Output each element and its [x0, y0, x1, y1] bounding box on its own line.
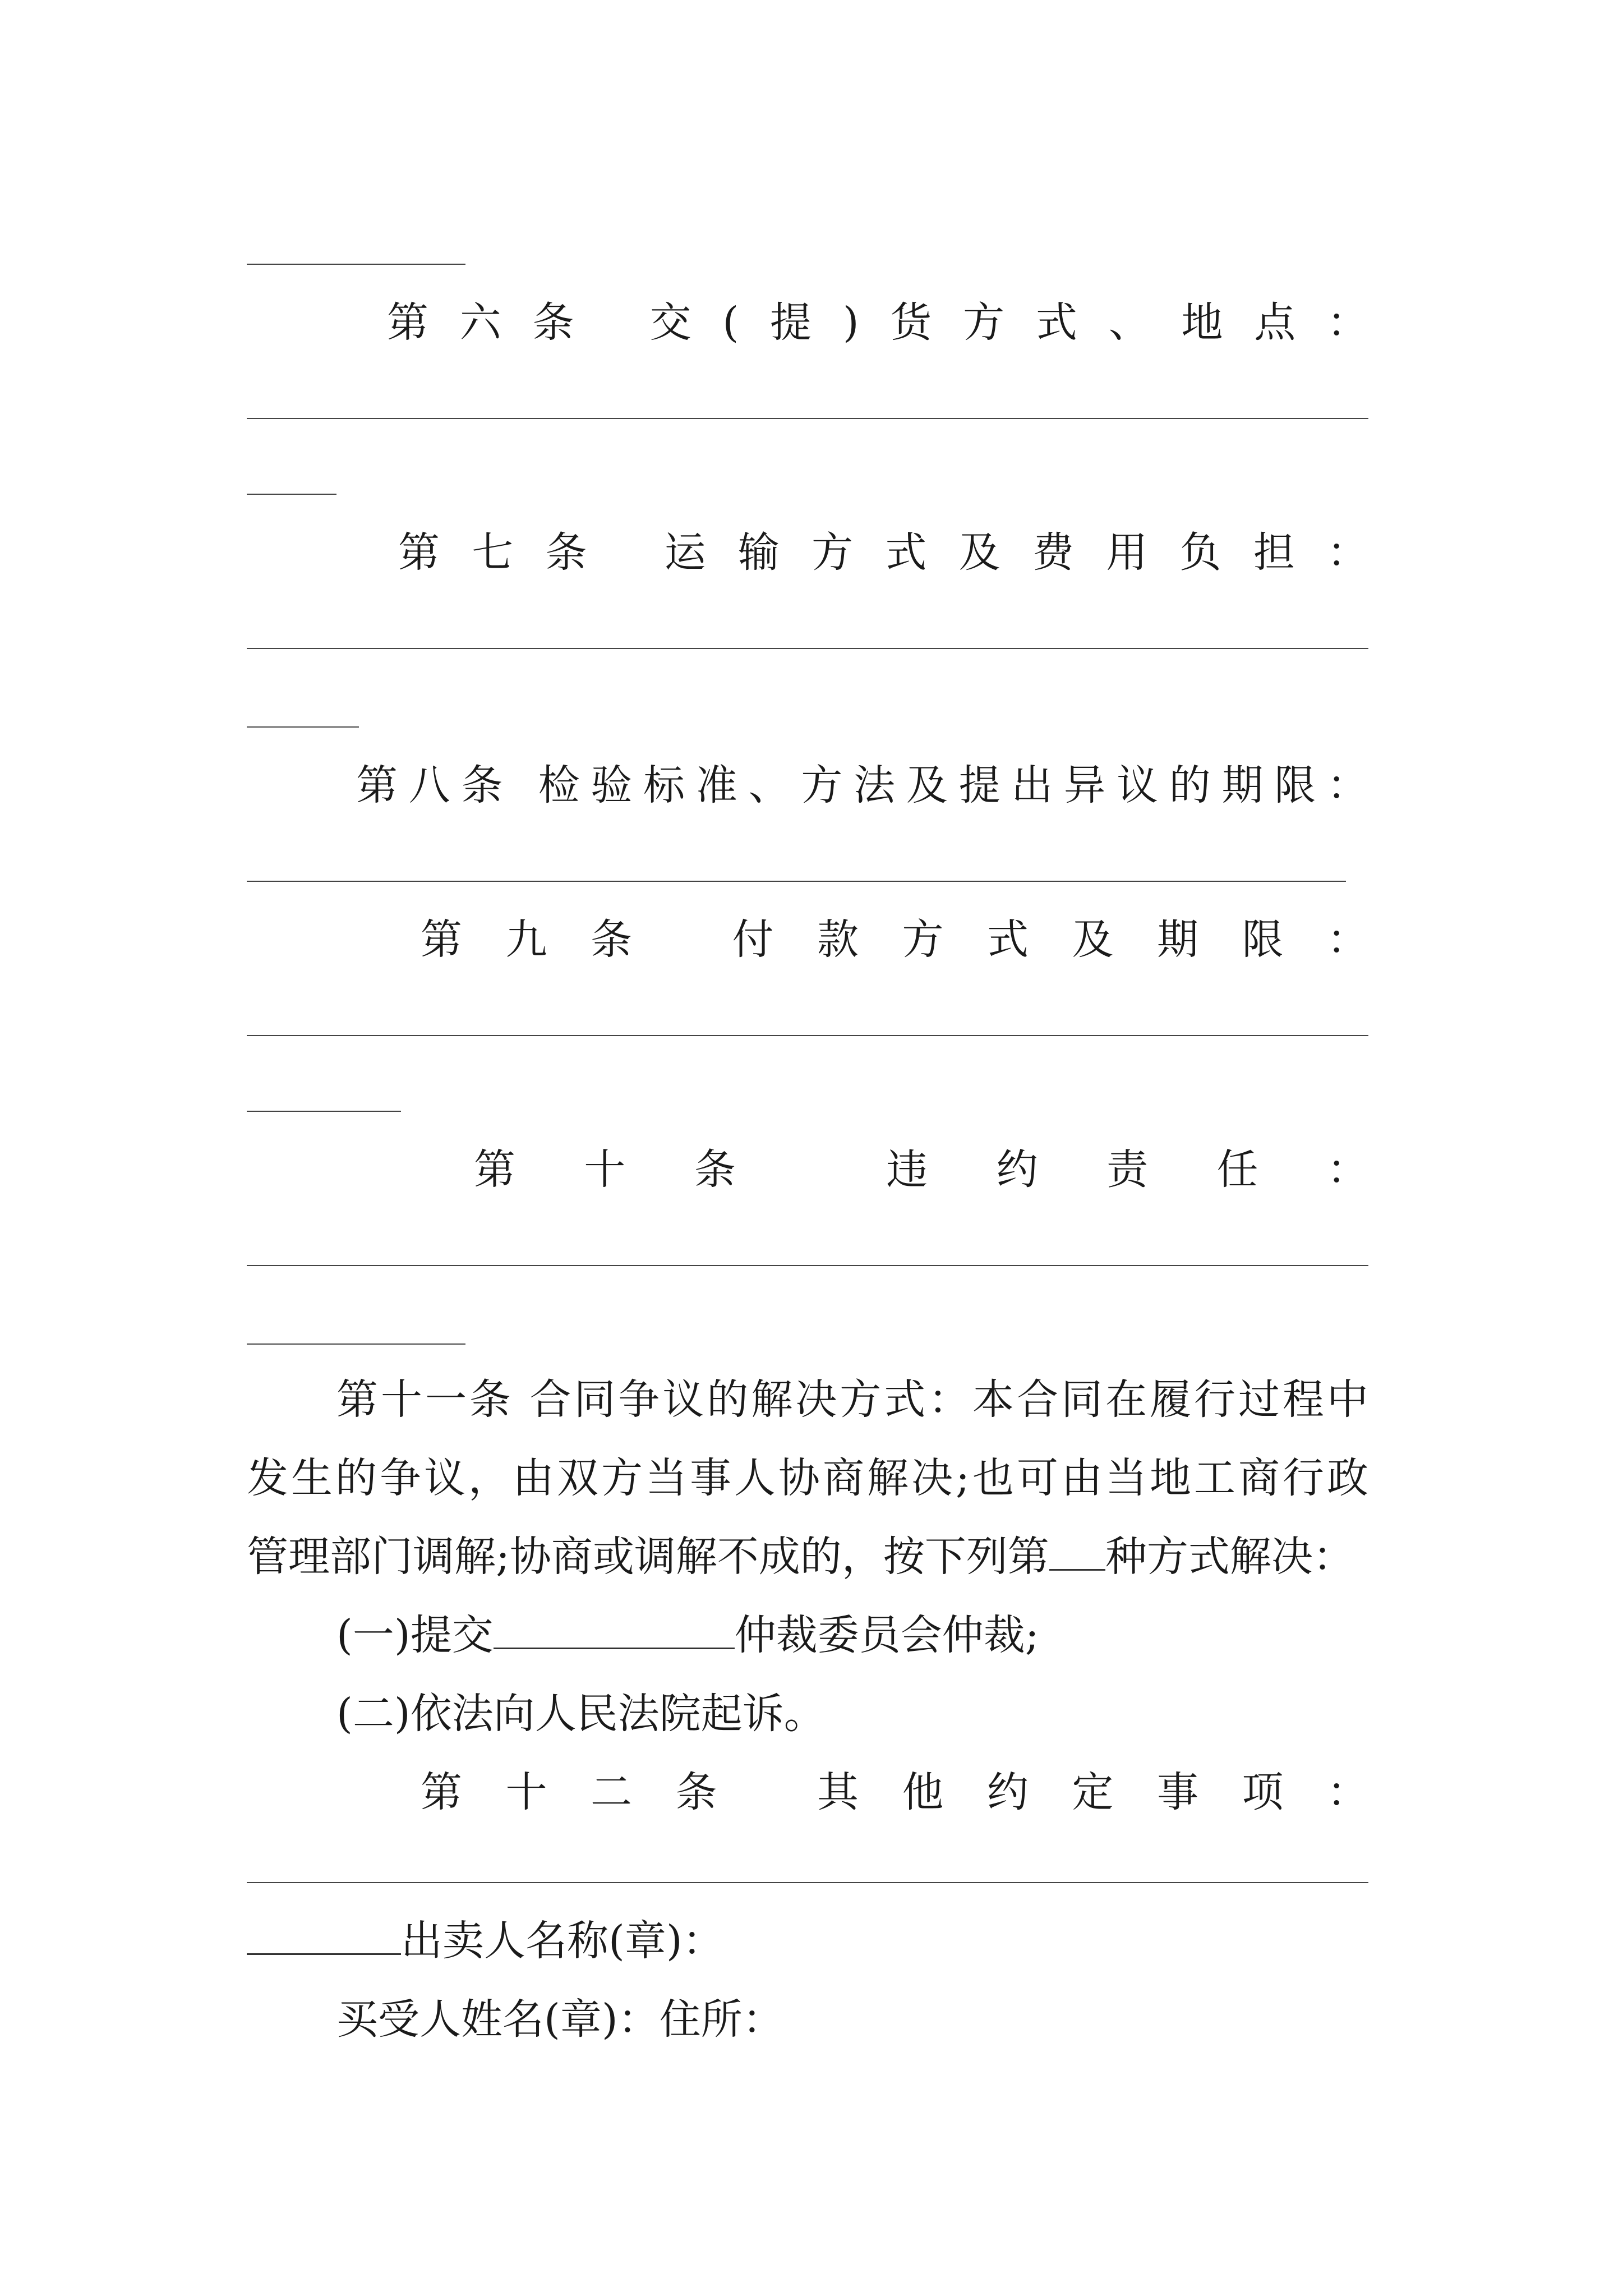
signature-blank[interactable]: [247, 1914, 401, 1955]
blank-line: [247, 1882, 1368, 1883]
blank-line: [247, 726, 359, 728]
clause-9-heading: 第九条 付款方式及期限：: [421, 915, 1368, 964]
clause-11-line-3-text-end: 种方式解决：: [1105, 1533, 1354, 1581]
option-1-suffix: 仲裁委员会仲裁;: [734, 1611, 1039, 1659]
blank-line: [247, 1265, 1368, 1266]
method-number-blank[interactable]: [1049, 1530, 1105, 1571]
clause-11-option-1: [336, 1607, 1368, 1663]
buyer-signature-line: 买受人姓名(章)：住所：: [336, 1995, 784, 2044]
blank-line: [247, 1343, 465, 1345]
arbitration-commission-blank[interactable]: [494, 1608, 735, 1649]
blank-line: [247, 264, 465, 265]
clause-8-heading: 第八条 检验标准、方法及提出异议的期限：: [356, 761, 1368, 809]
blank-line: [247, 494, 336, 495]
clause-11-line-3-text: 管理部门调解;协商或调解不成的，按下列第: [247, 1533, 1049, 1581]
clause-11-option-2: (二)依法向人民法院起诉。: [336, 1690, 826, 1738]
clause-12-heading: 第十二条 其他约定事项：: [421, 1768, 1368, 1816]
seller-name-label: 出卖人名称(章)：: [401, 1917, 724, 1965]
blank-line: [247, 881, 1346, 882]
clause-6-heading: 第六条 交(提)货方式、地点：: [387, 298, 1368, 347]
clause-11-line-1: 第十一条 合同争议的解决方式：本合同在履行过程中: [336, 1375, 1368, 1424]
blank-line: [247, 418, 1368, 419]
seller-signature-line: [247, 1913, 1368, 1969]
option-1-prefix: (一)提交: [336, 1611, 494, 1659]
blank-line: [247, 1111, 401, 1112]
clause-11-line-3: [247, 1529, 1402, 1585]
clause-10-heading: 第十条 违约责任：: [474, 1145, 1368, 1194]
blank-line: [247, 648, 1368, 649]
blank-line: [247, 1035, 1368, 1036]
clause-11-line-2: 发生的争议，由双方当事人协商解决;也可由当地工商行政: [247, 1454, 1368, 1502]
clause-7-heading: 第七条 运输方式及费用负担：: [398, 528, 1368, 577]
